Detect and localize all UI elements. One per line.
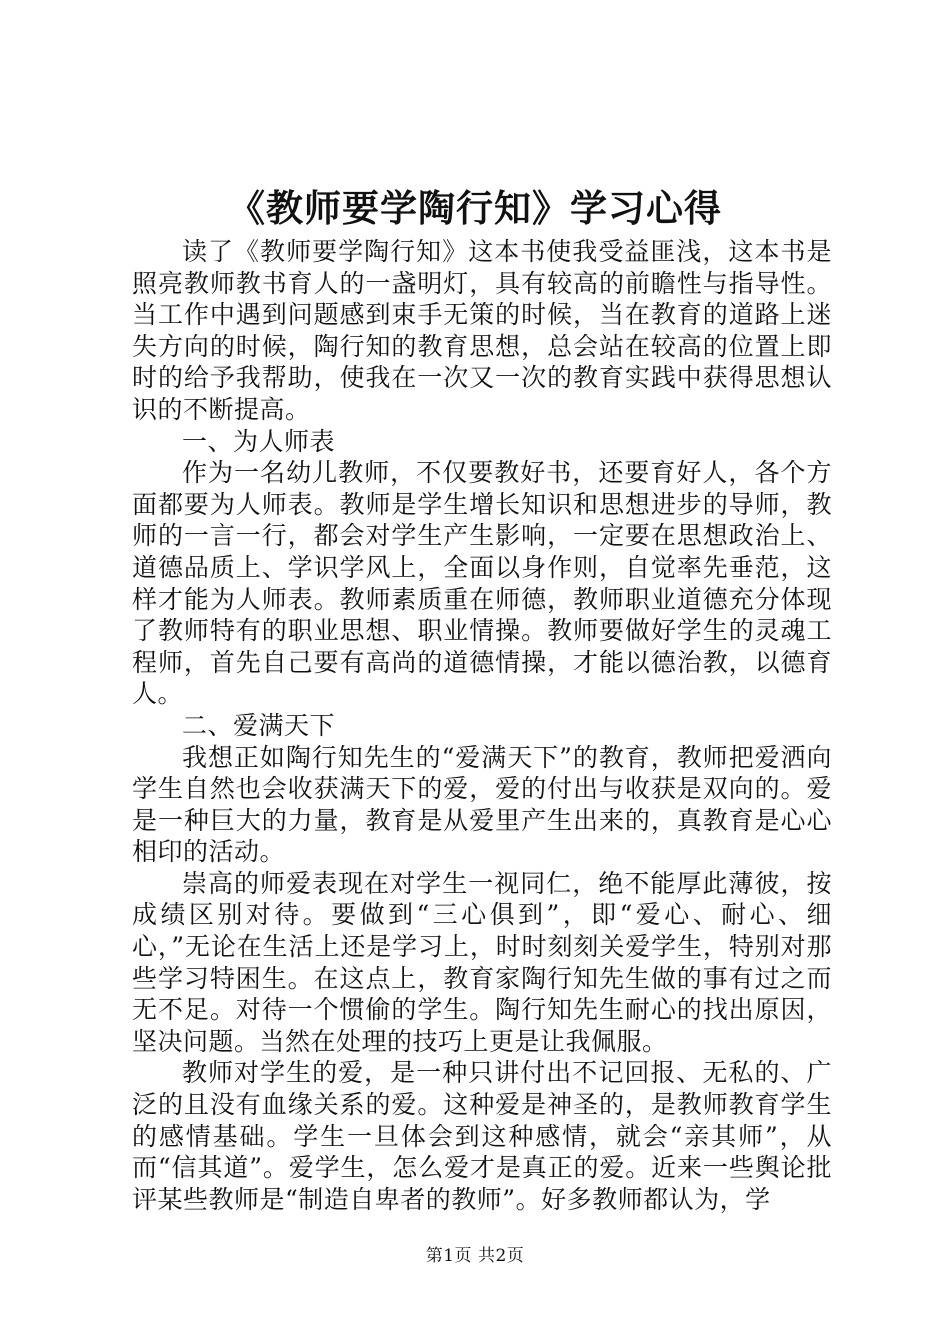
section-heading-1: 一、为人师表 — [182, 426, 336, 456]
document-body — [132, 236, 832, 1215]
page-footer: 第1页 共2页 — [425, 1246, 525, 1266]
paragraph-section-2b: 崇高的师爱表现在对学生一视同仁，绝不能厚此薄彼，按成绩区别对待。要做到“三心俱到”，即“爱心、耐心、细心，”无论在生活上还是学习上，时时刻刻关爱学生，特别对那些学习特困生。在这点上，教育家陶行知先生做的事有过之而无不足。对待一个惯偷的学生。陶行知先生耐心的找出原因，坚决问题。当然在处理的技巧上更是让我佩服。 — [132, 868, 832, 1056]
paragraph-section-2c: 教师对学生的爱，是一种只讲付出不记回报、无私的、广泛的且没有血缘关系的爱。这种爱是神圣的，是教师教育学生的感情基础。学生一旦体会到这种感情，就会“亲其师”，从而“信其道”。爱学生，怎么爱才是真正的爱。近来一些舆论批评某些教师是“制造自卑者的教师”。好多教师都认为，学 — [132, 1058, 832, 1214]
paragraph-section-1: 作为一名幼儿教师，不仅要教好书，还要育好人，各个方面都要为人师表。教师是学生增长知识和思想进步的导师，教师的一言一行，都会对学生产生影响，一定要在思想政治上、道德品质上、学识学风上，全面以身作则，自觉率先垂范，这样才能为人师表。教师素质重在师德，教师职业道德充分体现了教师特有的职业思想、职业情操。教师要做好学生的灵魂工程师，首先自己要有高尚的道德情操，才能以德治教，以德育人。 — [132, 458, 832, 709]
paragraph-section-2a: 我想正如陶行知先生的“爱满天下”的教育，教师把爱洒向学生自然也会收获满天下的爱，爱的付出与收获是双向的。爱是一种巨大的力量，教育是从爱里产生出来的，真教育是心心相印的活动。 — [132, 742, 832, 867]
paragraph-intro: 读了《教师要学陶行知》这本书使我受益匪浅，这本书是照亮教师教书育人的一盏明灯，具有较高的前瞻性与指导性。当工作中遇到问题感到束手无策的时候，当在教育的道路上迷失方向的时候，陶行知的教育思想，总会站在较高的位置上即时的给予我帮助，使我在一次又一次的教育实践中获得思想认识的不断提高。 — [132, 237, 832, 424]
section-heading-2: 二、爱满天下 — [182, 710, 336, 740]
document-title: 《教师要学陶行知》学习心得 — [228, 186, 722, 230]
